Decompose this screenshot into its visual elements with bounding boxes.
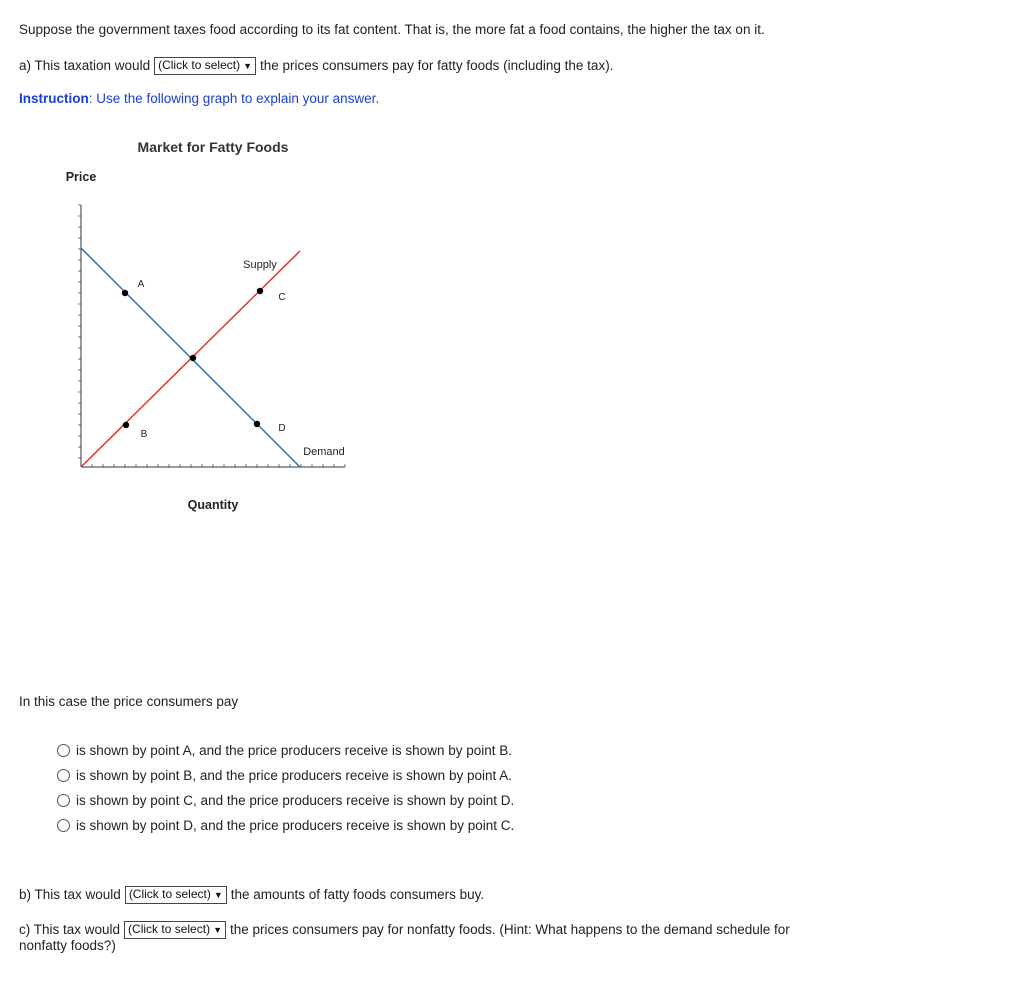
option-row[interactable] xyxy=(57,768,512,783)
demand-label: Demand xyxy=(303,446,345,458)
intro-text: Suppose the government taxes food according to its fat content. That is, the more fat a food contains, the higher the tax on it. xyxy=(19,22,765,37)
supply-label: Supply xyxy=(243,259,277,271)
part-a-suffix: the prices consumers pay for fatty foods (including the tax). xyxy=(260,58,614,73)
part-c-select-value: (Click to select) xyxy=(128,922,211,936)
chevron-down-icon: ▼ xyxy=(213,925,222,935)
radio-button[interactable] xyxy=(57,744,70,757)
point-a-marker xyxy=(122,290,128,296)
part-c-continued: nonfatty foods?) xyxy=(19,938,116,953)
y-axis-label: Price xyxy=(65,170,97,184)
instruction-text: : Use the following graph to explain your answer. xyxy=(88,91,380,106)
option-label: is shown by point C, and the price producers receive is shown by point D. xyxy=(76,793,515,808)
graph-title: Market for Fatty Foods xyxy=(137,139,289,155)
part-c-select[interactable] xyxy=(124,921,226,939)
radio-button[interactable] xyxy=(57,794,70,807)
point-a-label: A xyxy=(137,279,145,290)
part-c-suffix: the prices consumers pay for nonfatty foods. (Hint: What happens to the demand schedule for xyxy=(229,922,790,937)
instruction-line xyxy=(19,91,379,106)
equilibrium-point xyxy=(190,355,196,361)
chevron-down-icon: ▼ xyxy=(213,890,223,900)
part-b-select-value: (Click to select) xyxy=(128,887,211,901)
point-b-label: B xyxy=(140,429,148,440)
x-axis-label: Quantity xyxy=(187,498,239,512)
point-c-label: C xyxy=(278,292,286,303)
chevron-down-icon: ▼ xyxy=(243,61,253,71)
point-b-marker xyxy=(123,422,129,428)
part-b-prefix: b) This tax would xyxy=(19,887,121,902)
part-c-prefix: c) This tax would xyxy=(19,922,121,937)
part-c-question xyxy=(19,921,790,939)
point-d-marker xyxy=(254,421,260,427)
part-b-select[interactable] xyxy=(125,886,227,904)
part-a-select-value: (Click to select) xyxy=(158,58,241,72)
part-a-prefix: a) This taxation would xyxy=(19,58,151,73)
option-label: is shown by point B, and the price producers receive is shown by point A. xyxy=(76,768,512,783)
option-label: is shown by point A, and the price producers receive is shown by point B. xyxy=(76,743,512,758)
option-label: is shown by point D, and the price producers receive is shown by point C. xyxy=(76,818,515,833)
radio-button[interactable] xyxy=(57,769,70,782)
part-b-question xyxy=(19,886,484,904)
part-a-select[interactable] xyxy=(154,57,256,75)
case-text: In this case the price consumers pay xyxy=(19,694,239,709)
option-row[interactable] xyxy=(57,793,514,808)
point-d-label: D xyxy=(278,423,286,434)
axis-ticks xyxy=(78,205,345,467)
part-b-suffix: the amounts of fatty foods consumers buy. xyxy=(230,887,485,902)
part-a-question xyxy=(19,57,613,75)
option-row[interactable] xyxy=(57,743,512,758)
option-row[interactable] xyxy=(57,818,514,833)
instruction-label: Instruction xyxy=(19,91,89,106)
radio-button[interactable] xyxy=(57,819,70,832)
point-c-marker xyxy=(257,288,263,294)
market-graph xyxy=(0,130,380,530)
